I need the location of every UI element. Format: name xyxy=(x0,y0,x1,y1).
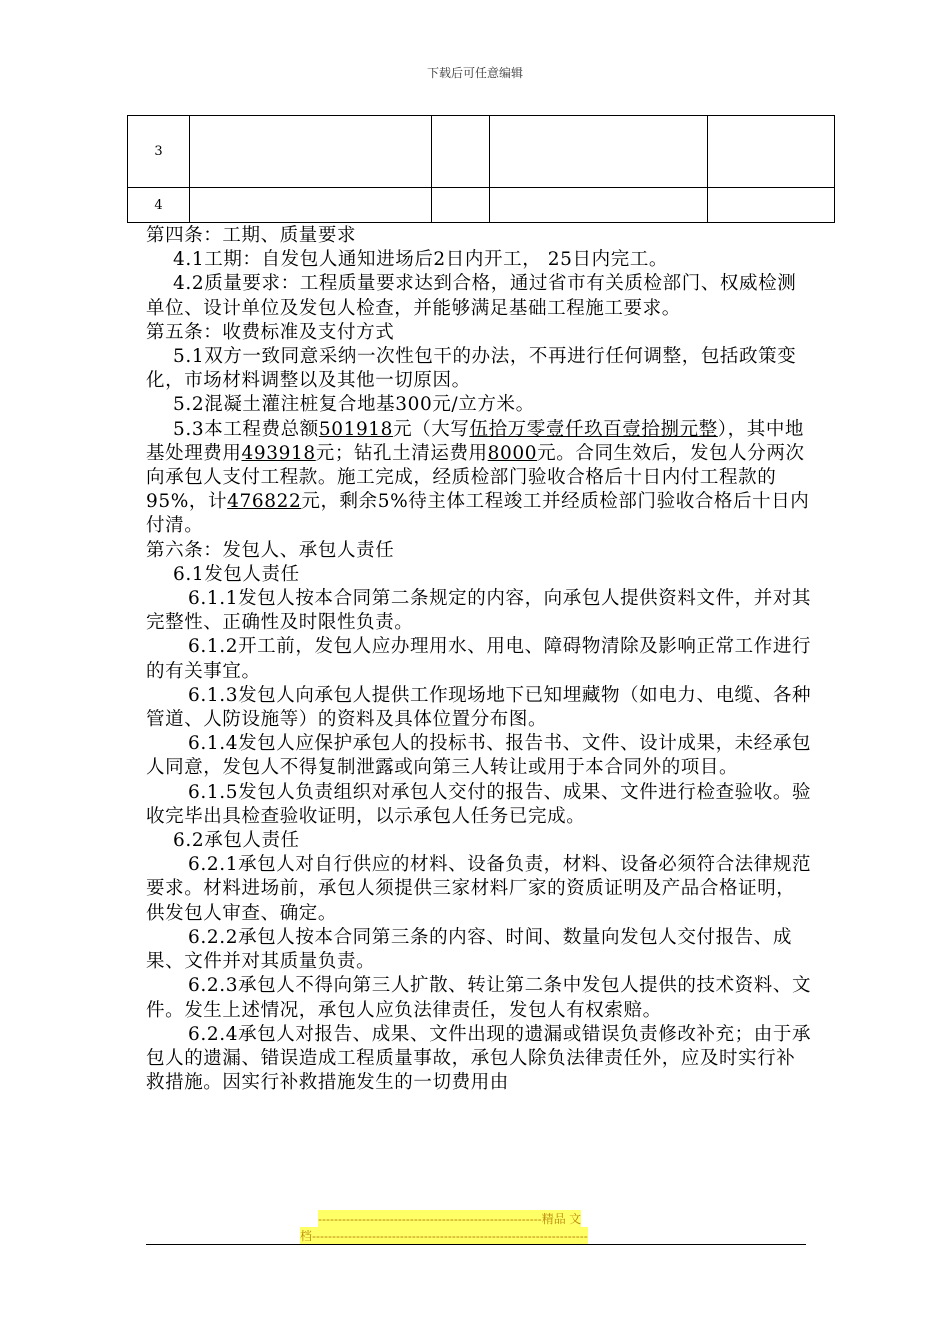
row-number: 4 xyxy=(128,188,190,223)
section-heading: 第六条：发包人、承包人责任 xyxy=(146,539,395,561)
foundation-fee: 493918 xyxy=(241,442,316,464)
page-header: 下载后可任意编辑 xyxy=(426,66,523,80)
amount-in-words: 伍拾万零壹仟玖百壹拾捌元整 xyxy=(469,418,718,440)
subsection-heading: 6.2承包人责任 xyxy=(173,830,300,852)
clause-text: 元，剩余5%待主体工程竣工并经质检部门验收合格后十日内付清。 xyxy=(146,491,810,537)
clause-paragraph: 4.1工期：自发包人通知进场后2日内开工， 25日内完工。 xyxy=(173,249,669,271)
clause-paragraph xyxy=(146,418,814,539)
clause-paragraph: 6.1.3发包人向承包人提供工作现场地下已知埋藏物（如电力、电缆、各种管道、人防设施等）的资料及具体位置分布图。 xyxy=(146,684,812,731)
clause-text: 元。合同生效后，发包人分两次向承包人支付工程款。施工完成，经质检部门验收合格后十日内付工程款的95%，计 xyxy=(146,442,805,513)
table-cell xyxy=(190,188,432,223)
table-cell xyxy=(708,188,835,223)
data-table xyxy=(127,115,835,223)
clause-paragraph: 6.1.1发包人按本合同第二条规定的内容，向承包人提供资料文件，并对其完整性、正确性及时限性负责。 xyxy=(146,588,812,634)
clause-paragraph: 6.1.4发包人应保护承包人的投标书、报告书、文件、设计成果，未经承包人同意，发包人不得复制泄露或向第三人转让或用于本合同外的项目。 xyxy=(146,733,812,779)
table-cell xyxy=(190,116,432,188)
clause-text: ），其中地基处理费用 xyxy=(146,418,805,464)
table-row xyxy=(128,116,835,188)
clause-text: 元；钻孔土清运费用 xyxy=(315,442,488,464)
row-number: 3 xyxy=(128,116,190,188)
table-cell xyxy=(490,188,708,223)
clause-paragraph: 6.2.1承包人对自行供应的材料、设备负责，材料、设备必须符合法律规范要求。材料进场前，承包人须提供三家材料厂家的资质证明及产品合格证明，供发包人审查、确定。 xyxy=(146,854,812,924)
clause-paragraph: 5.1双方一致同意采纳一次性包干的办法，不再进行任何调整，包括政策变化，市场材料调整以及其他一切原因。 xyxy=(146,346,797,392)
section-heading: 第五条：收费标准及支付方式 xyxy=(146,321,395,343)
footer-watermark-line1: --------------------------------------------------------精品 文 xyxy=(318,1212,582,1226)
payment-amount: 476822 xyxy=(227,491,302,513)
soil-removal-fee: 8000 xyxy=(487,442,538,464)
footer-watermark-line2: 档--------------------------------------------------------------------- xyxy=(300,1229,588,1243)
clause-paragraph: 6.2.2承包人按本合同第三条的内容、时间、数量向发包人交付报告、成果、文件并对其质量负责。 xyxy=(146,926,792,973)
table-cell xyxy=(432,116,490,188)
contract-body xyxy=(146,224,814,1095)
table-cell xyxy=(432,188,490,223)
table-cell xyxy=(708,116,835,188)
table-row xyxy=(128,188,835,223)
clause-paragraph: 4.2质量要求：工程质量要求达到合格，通过省市有关质检部门、权威检测单位、设计单位及发包人检查，并能够满足基础工程施工要求。 xyxy=(146,273,797,319)
subsection-heading: 6.1发包人责任 xyxy=(173,563,300,585)
clause-paragraph: 6.1.2开工前，发包人应办理用水、用电、障碍物清除及影响正常工作进行的有关事宜。 xyxy=(146,636,812,682)
clause-paragraph: 6.2.3承包人不得向第三人扩散、转让第二条中发包人提供的技术资料、文件。发生上述情况，承包人应负法律责任，发包人有权索赔。 xyxy=(146,975,812,1021)
clause-paragraph: 5.2混凝土灌注桩复合地基300元/立方米。 xyxy=(173,394,535,416)
clause-paragraph: 6.1.5发包人负责组织对承包人交付的报告、成果、文件进行检查验收。验收完毕出具检查验收证明，以示承包人任务已完成。 xyxy=(146,781,812,827)
section-heading: 第四条：工期、质量要求 xyxy=(146,225,357,246)
total-amount: 501918 xyxy=(318,418,394,440)
footer-rule xyxy=(146,1244,806,1245)
table-cell xyxy=(490,116,708,188)
clause-text: 5.3本工程费总额 xyxy=(173,418,319,440)
clause-paragraph: 6.2.4承包人对报告、成果、文件出现的遗漏或错误负责修改补充；由于承包人的遗漏、错误造成工程质量事故，承包人除负法律责任外，应及时实行补救措施。因实行补救措施发生的一切费用由 xyxy=(146,1023,812,1094)
clause-text: 元（大写 xyxy=(393,418,470,440)
